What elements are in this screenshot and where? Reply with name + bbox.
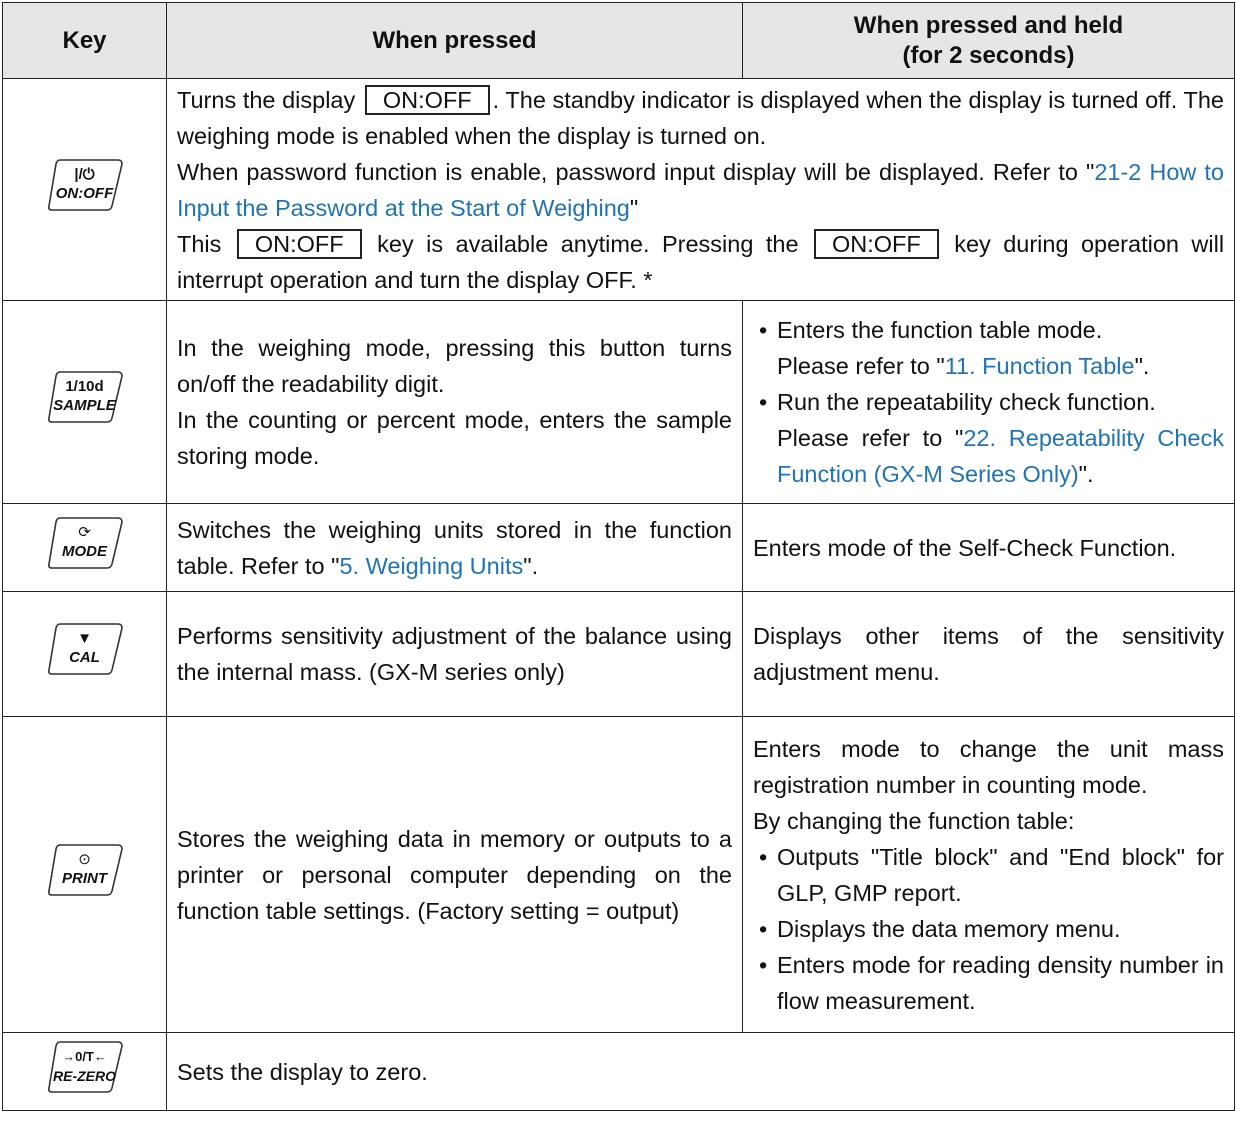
mode-key-icon xyxy=(3,504,167,592)
print-key-label: PRINT xyxy=(62,869,107,887)
onoff-key-label: ON:OFF xyxy=(55,184,114,202)
onoff-key-icon xyxy=(3,79,167,301)
link-repeatability-check[interactable]: 22. Repeatability Check Function (GX-M Series Only) xyxy=(777,425,1224,487)
readability-icon: 1/10d xyxy=(65,378,104,395)
sample-key-icon xyxy=(3,301,167,504)
zero-tare-icon: →0/T← xyxy=(62,1048,107,1064)
rezero-key-label: RE-ZERO xyxy=(53,1067,116,1084)
link-password-input[interactable]: 21-2 How to Input the Password at the Start of Weighing xyxy=(177,158,1225,221)
row-mode xyxy=(3,504,1235,592)
cycle-icon: ⟳ xyxy=(78,523,91,541)
mode-key-label: MODE xyxy=(62,542,107,560)
key-function-table xyxy=(2,2,1235,1111)
onoff-key-ref: ON:OFF xyxy=(814,229,939,259)
rezero-description: Sets the display to zero. xyxy=(167,1033,1235,1111)
print-when-held: Enters mode to change the unit mass registration number in counting mode. By changing the function table: • Outputs "Title block" and "End block" for GLP, GMP report. • Displays the data memory menu. • Enters mode for reading density number in flow measurement. xyxy=(743,717,1235,1033)
onoff-description: Turns the display ON:OFF . The standby indicator is displayed when the display is turned off. The weighing mode is enabled when the display is turned on. When password function is enable, password input display will be displayed. Refer to "21-2 How to Input the Password at the Start of Weighing" This ON:OFF key is available anytime. Pressing the ON:OFF key during operation will interrupt operation and turn the display OFF. * xyxy=(167,79,1235,301)
rezero-key-icon xyxy=(3,1033,167,1111)
row-cal xyxy=(3,592,1235,717)
row-sample xyxy=(3,301,1235,504)
row-onoff xyxy=(3,79,1235,301)
print-key-icon xyxy=(3,717,167,1033)
cal-key-label: CAL xyxy=(69,649,100,666)
power-icon: |/⏻ xyxy=(74,165,95,183)
onoff-key-ref: ON:OFF xyxy=(237,229,362,259)
sample-when-pressed: In the weighing mode, pressing this button turns on/off the readability digit. In the counting or percent mode, enters the sample storing mode. xyxy=(167,301,743,504)
sample-when-held: • Enters the function table mode. Please refer to "11. Function Table". • Run the repeatability check function. Please refer to "22. Repeatability Check Function (GX-M Series Only)". xyxy=(743,301,1235,504)
cal-key-icon xyxy=(3,592,167,717)
sample-key-label: SAMPLE xyxy=(53,397,116,414)
header-row xyxy=(3,3,1235,79)
cal-when-held: Displays other items of the sensitivity adjustment menu. xyxy=(743,592,1235,717)
link-function-table[interactable]: 11. Function Table xyxy=(944,353,1135,379)
onoff-key-ref: ON:OFF xyxy=(365,85,490,115)
row-rezero xyxy=(3,1033,1235,1111)
mode-when-held: Enters mode of the Self-Check Function. xyxy=(743,504,1235,592)
header-key: Key xyxy=(3,3,167,79)
cal-when-pressed: Performs sensitivity adjustment of the balance using the internal mass. (GX-M series only) xyxy=(167,592,743,717)
header-when-pressed: When pressed xyxy=(167,3,743,79)
down-triangle-icon: ▼ xyxy=(77,630,92,647)
print-when-pressed: Stores the weighing data in memory or outputs to a printer or personal computer depending on the function table settings. (Factory setting = output) xyxy=(167,717,743,1033)
row-print xyxy=(3,717,1235,1033)
link-weighing-units[interactable]: 5. Weighing Units xyxy=(339,552,524,579)
mode-when-pressed: Switches the weighing units stored in the function table. Refer to "5. Weighing Units". xyxy=(167,504,743,592)
header-when-held: When pressed and held (for 2 seconds) xyxy=(743,3,1235,79)
print-icon: ⊙ xyxy=(78,850,91,868)
